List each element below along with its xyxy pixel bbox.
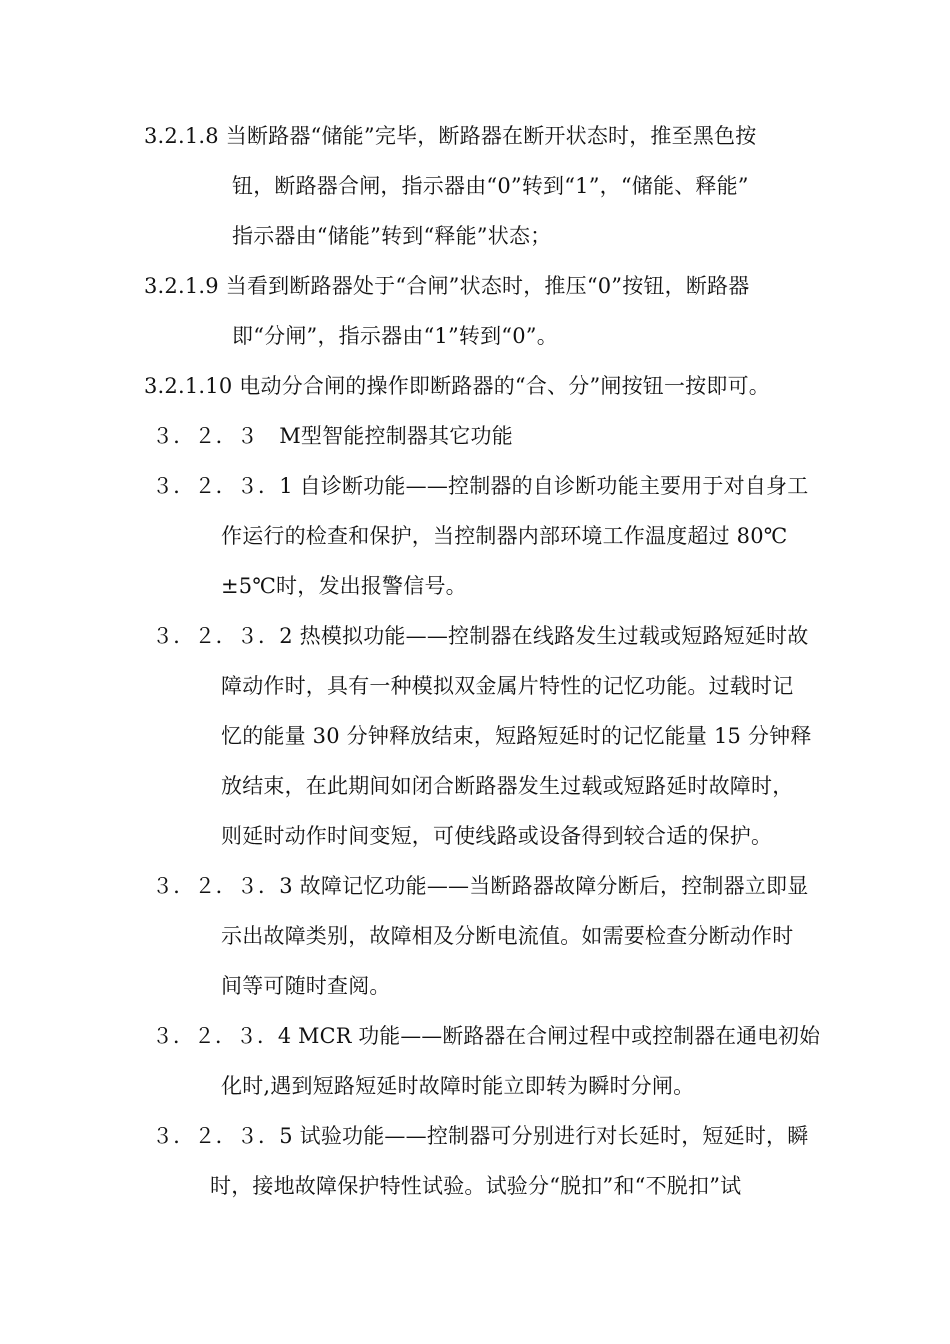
text-line: 则延时动作时间变短，可使线路或设备得到较合适的保护。 — [221, 824, 773, 848]
text-line: ３．２．３．3 故障记忆功能——当断路器故障分断后，控制器立即显 — [152, 874, 809, 898]
text-line: ３．２．３．1 自诊断功能——控制器的自诊断功能主要用于对自身工 — [152, 474, 809, 498]
text-line: 3.2.1.8 当断路器“储能”完毕，断路器在断开状态时，推至黑色按 — [144, 124, 757, 148]
text-line: 间等可随时查阅。 — [221, 974, 391, 998]
text-line: ±5℃时，发出报警信号。 — [221, 574, 467, 598]
text-line: 时，接地故障保护特性试验。试验分“脱扣”和“不脱扣”试 — [210, 1174, 742, 1198]
text-line: 示出故障类别，故障相及分断电流值。如需要检查分断动作时 — [221, 924, 794, 948]
section-heading: ３．２．３ M型智能控制器其它功能 — [152, 424, 513, 448]
text-line: ３．２．３．4 MCR 功能——断路器在合闸过程中或控制器在通电初始 — [152, 1024, 821, 1048]
text-line: 障动作时，具有一种模拟双金属片特性的记忆功能。过载时记 — [221, 674, 794, 698]
text-line: 3.2.1.9 当看到断路器处于“合闸”状态时，推压“0”按钮，断路器 — [144, 274, 750, 298]
text-line: 化时,遇到短路短延时故障时能立即转为瞬时分闸。 — [221, 1074, 695, 1098]
text-line: 忆的能量 30 分钟释放结束，短路短延时的记忆能量 15 分钟释 — [221, 724, 812, 748]
text-line: 放结束，在此期间如闭合断路器发生过载或短路延时故障时， — [221, 774, 794, 798]
text-line: 指示器由“储能”转到“释能”状态； — [232, 224, 552, 248]
text-line: ３．２．３．2 热模拟功能——控制器在线路发生过载或短路短延时故 — [152, 624, 809, 648]
text-line: 3.2.1.10 电动分合闸的操作即断路器的“合、分”闸按钮一按即可。 — [144, 374, 770, 398]
text-line: 钮，断路器合闸，指示器由“0”转到“1”，“储能、释能” — [232, 174, 749, 198]
text-line: 即“分闸”，指示器由“1”转到“0”。 — [232, 324, 558, 348]
text-line: 作运行的检查和保护，当控制器内部环境工作温度超过 80℃ — [221, 524, 788, 548]
text-line: ３．２．３．5 试验功能——控制器可分别进行对长延时，短延时，瞬 — [152, 1124, 809, 1148]
